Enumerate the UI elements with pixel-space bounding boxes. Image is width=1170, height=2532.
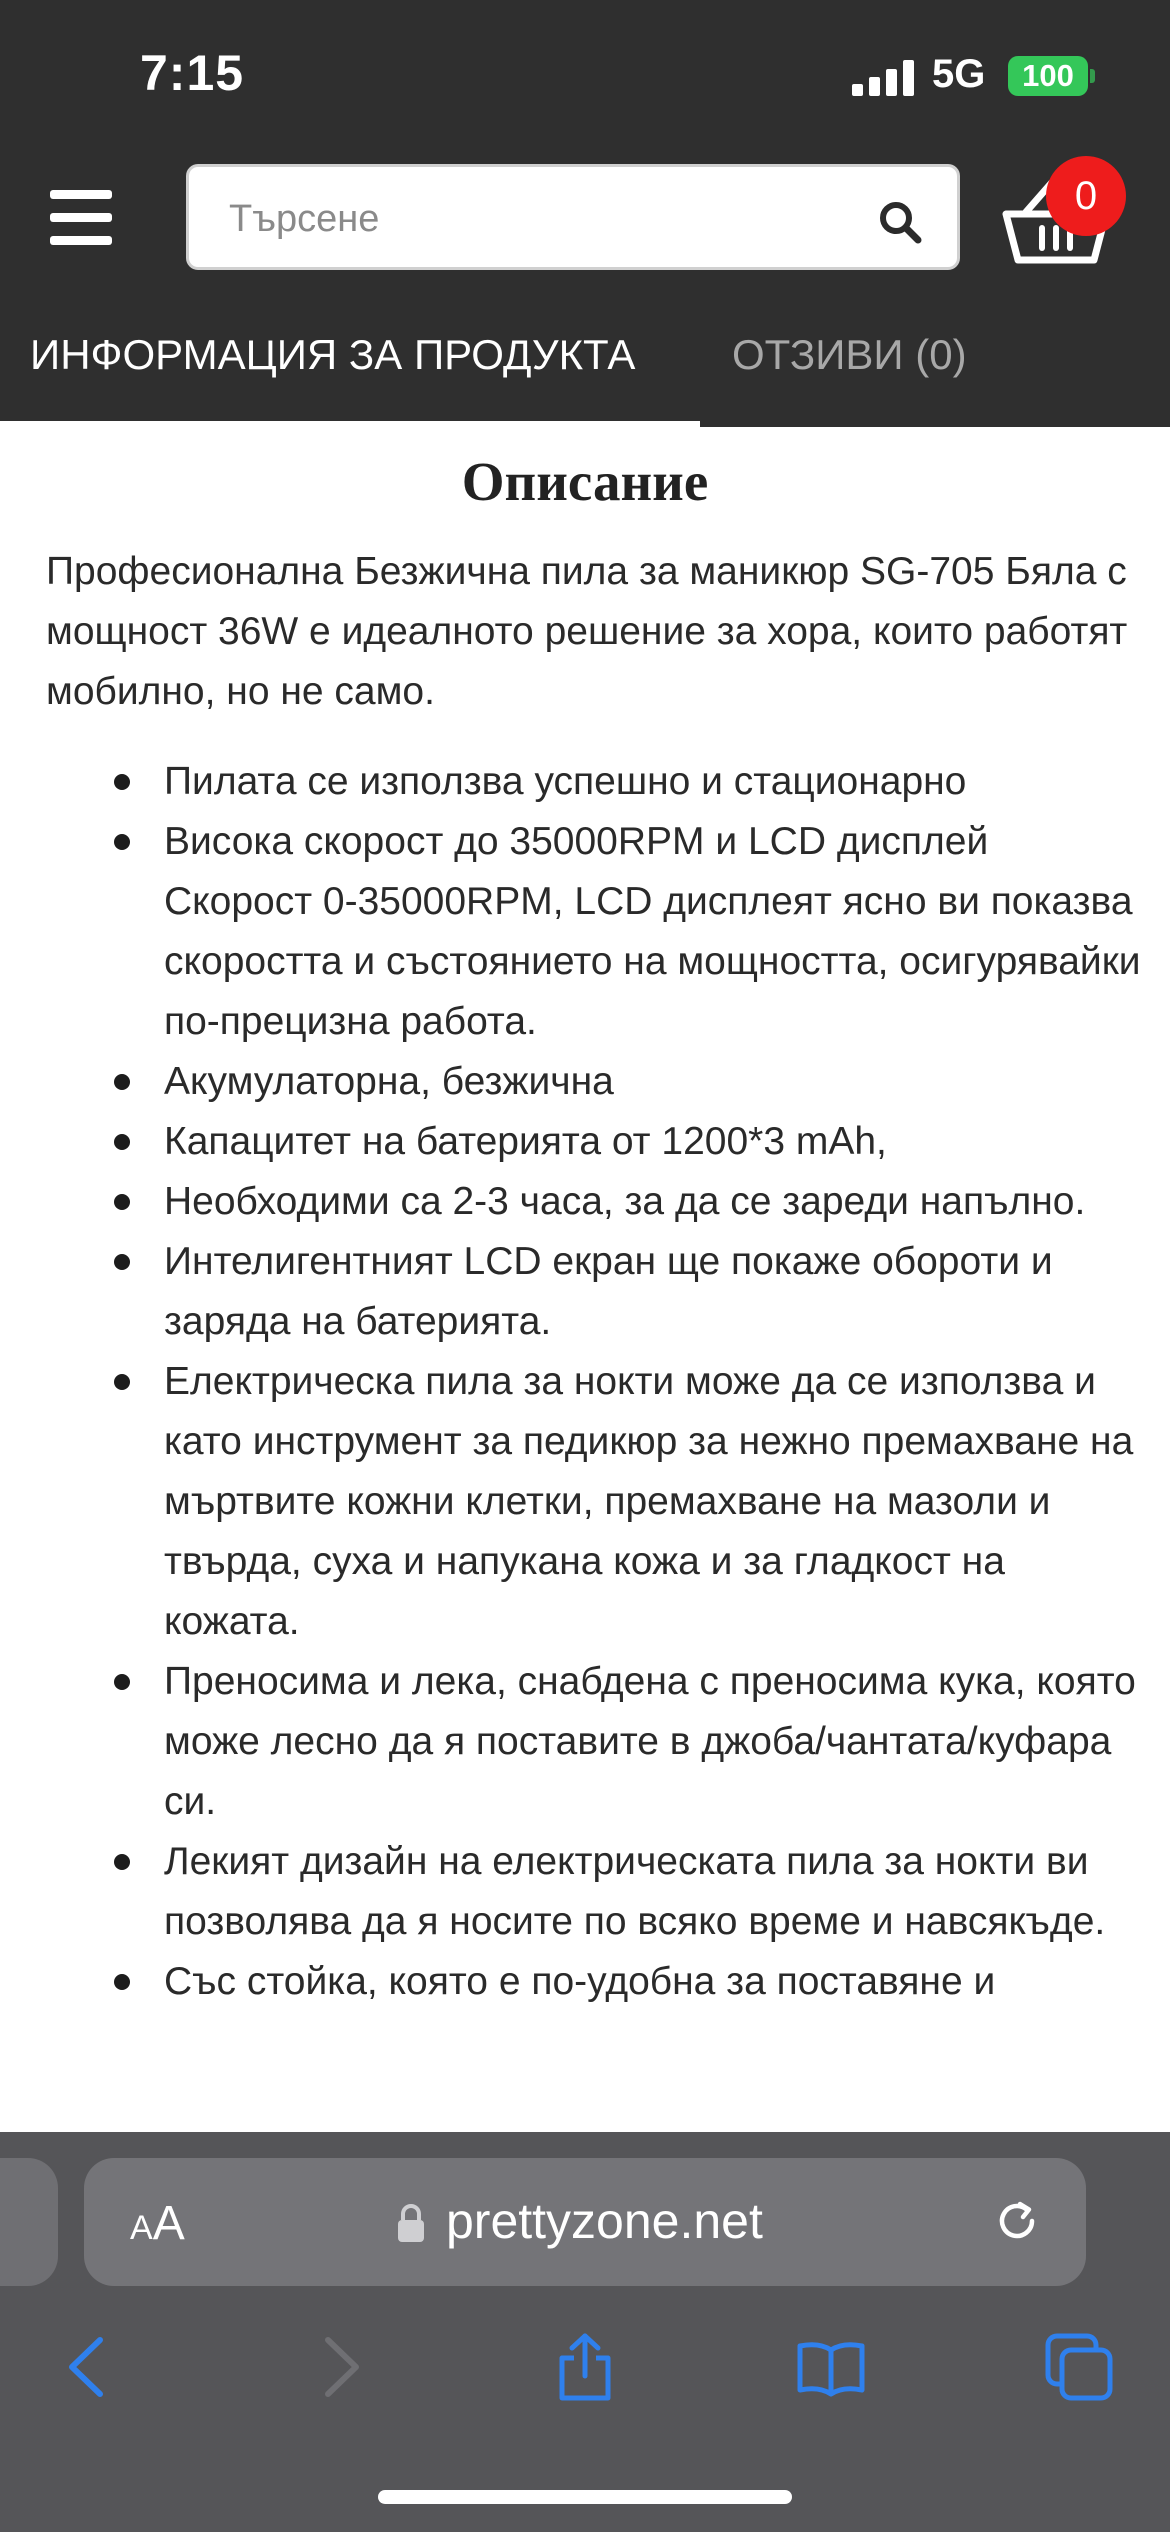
list-item: Интелигентният LCD екран ще покаже обороти и заряда на батерията. <box>164 1232 1144 1352</box>
forward-icon[interactable] <box>304 2332 374 2402</box>
search-icon[interactable] <box>877 199 923 245</box>
previous-tab-preview[interactable] <box>0 2158 58 2286</box>
network-label: 5G <box>932 52 986 96</box>
reload-icon[interactable] <box>992 2196 1042 2246</box>
battery-indicator: 100 <box>1008 56 1088 96</box>
tab-reviews[interactable]: ОТЗИВИ (0) <box>732 331 967 378</box>
active-tab-underline <box>0 421 700 427</box>
list-item: Пилата се използва успешно и стационарно <box>164 752 1144 812</box>
battery-tip <box>1090 69 1095 83</box>
tabs-icon[interactable] <box>1044 2332 1114 2402</box>
home-indicator[interactable] <box>378 2490 792 2504</box>
back-icon[interactable] <box>54 2332 124 2402</box>
cart-count-badge: 0 <box>1046 156 1126 236</box>
list-item: Лекият дизайн на електрическата пила за нокти ви позволява да я носите по всяко време и навсякъде. <box>164 1832 1144 1952</box>
address-bar[interactable] <box>84 2158 1086 2286</box>
list-item: Със стойка, която е по-удобна за поставяне и <box>164 1952 1144 2012</box>
description-title: Описание <box>461 451 709 512</box>
list-item: Преносима и лека, снабдена с преносима кука, която може лесно да я поставите в джоба/чантата/куфара си. <box>164 1652 1144 1832</box>
list-item: Висока скорост до 35000RPM и LCD дисплей Скорост 0-35000RPM, LCD дисплеят ясно ви показва скоростта и състоянието на мощността, осигурявайки по-прецизна работа. <box>164 812 1144 1052</box>
share-icon[interactable] <box>550 2332 620 2402</box>
url-text: prettyzone.net <box>446 2193 763 2249</box>
signal-icon <box>852 60 914 96</box>
hamburger-menu-icon[interactable] <box>50 190 116 246</box>
aa-small-letter: A <box>130 2209 153 2247</box>
status-bar <box>0 0 1170 150</box>
list-item: Електрическа пила за нокти може да се използва и като инструмент за педикюр за нежно премахване на мъртвите кожни клетки, премахване на мазоли и твърда, суха и напукана кожа и за гладкост на кожата. <box>164 1352 1144 1652</box>
text-size-icon[interactable] <box>130 2196 185 2251</box>
list-item: Акумулаторна, безжична <box>164 1052 1144 1112</box>
search-input[interactable] <box>229 189 849 249</box>
search-box[interactable] <box>186 164 960 270</box>
feature-list <box>164 752 1144 2012</box>
list-item: Капацитет на батерията от 1200*3 mAh, <box>164 1112 1144 1172</box>
bookmarks-icon[interactable] <box>796 2332 866 2402</box>
status-time: 7:15 <box>140 45 245 101</box>
description-intro: Професионална Безжична пила за маникюр SG-705 Бяла с мощност 36W е идеалното решение за хора, които работят мобилно, но не само. <box>46 550 1128 713</box>
aa-big-letter: A <box>152 2197 185 2250</box>
tab-product-info[interactable]: ИНФОРМАЦИЯ ЗА ПРОДУКТА <box>30 331 636 378</box>
lock-icon <box>396 2202 426 2244</box>
list-item: Необходими са 2-3 часа, за да се зареди напълно. <box>164 1172 1144 1232</box>
